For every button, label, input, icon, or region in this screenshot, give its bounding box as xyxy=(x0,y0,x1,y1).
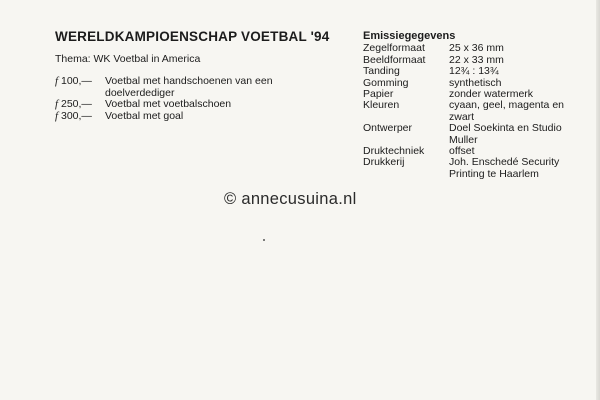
spec-row xyxy=(363,157,589,180)
page-title: WERELDKAMPIOENSCHAP VOETBAL '94 xyxy=(55,29,330,44)
copyright-watermark: © annecusuina.nl xyxy=(224,190,357,208)
spec-label: Tanding xyxy=(363,65,400,78)
spec-label: Zegelformaat xyxy=(363,42,425,55)
emission-heading: Emissiegegevens xyxy=(363,30,456,42)
spec-value: 22 x 33 mm xyxy=(449,53,504,66)
spec-row xyxy=(363,66,589,77)
page-edge xyxy=(596,0,600,400)
denomination-amount: 100,— xyxy=(60,75,92,87)
stamp-description: Voetbal met handschoenen van een doelverdediger xyxy=(105,75,273,99)
spec-value: Joh. Enschedé Security Printing te Haarlem xyxy=(449,156,560,180)
spec-label: Ontwerper xyxy=(363,122,413,135)
spec-row xyxy=(363,100,589,123)
theme-line: Thema: WK Voetbal in America xyxy=(55,53,201,65)
spec-label: Kleuren xyxy=(363,99,400,112)
emission-details xyxy=(363,31,589,180)
spec-value: 25 x 36 mm xyxy=(449,42,504,55)
spec-value: offset xyxy=(449,145,475,158)
denomination xyxy=(55,76,105,99)
stamp-description: Voetbal met voetbalschoen xyxy=(105,98,232,111)
spec-value: 12¾ : 13¾ xyxy=(449,65,499,78)
spec-value: synthetisch xyxy=(449,76,502,89)
stamp-description: Voetbal met goal xyxy=(105,109,184,122)
denomination-amount: 250,— xyxy=(60,98,92,111)
spec-label: Gomming xyxy=(363,76,409,89)
currency-symbol: f xyxy=(55,75,59,87)
spec-label: Druktechniek xyxy=(363,145,425,158)
paper-speck xyxy=(263,239,265,241)
spec-label: Drukkerij xyxy=(363,156,405,169)
stamp-values-list xyxy=(55,76,280,122)
spec-label: Papier xyxy=(363,88,394,101)
spec-value: cyaan, geel, magenta en zwart xyxy=(449,99,564,123)
stamp-value-row xyxy=(55,111,280,123)
spec-value: Doel Soekinta en Studio Muller xyxy=(449,122,562,146)
denomination xyxy=(55,111,105,123)
currency-symbol: f xyxy=(55,98,59,111)
spec-value: zonder watermerk xyxy=(449,88,534,101)
spec-label: Beeldformaat xyxy=(363,53,426,66)
stamp-value-row xyxy=(55,76,280,99)
denomination-amount: 300,— xyxy=(60,109,92,122)
currency-symbol: f xyxy=(55,109,59,122)
spec-row xyxy=(363,123,589,146)
